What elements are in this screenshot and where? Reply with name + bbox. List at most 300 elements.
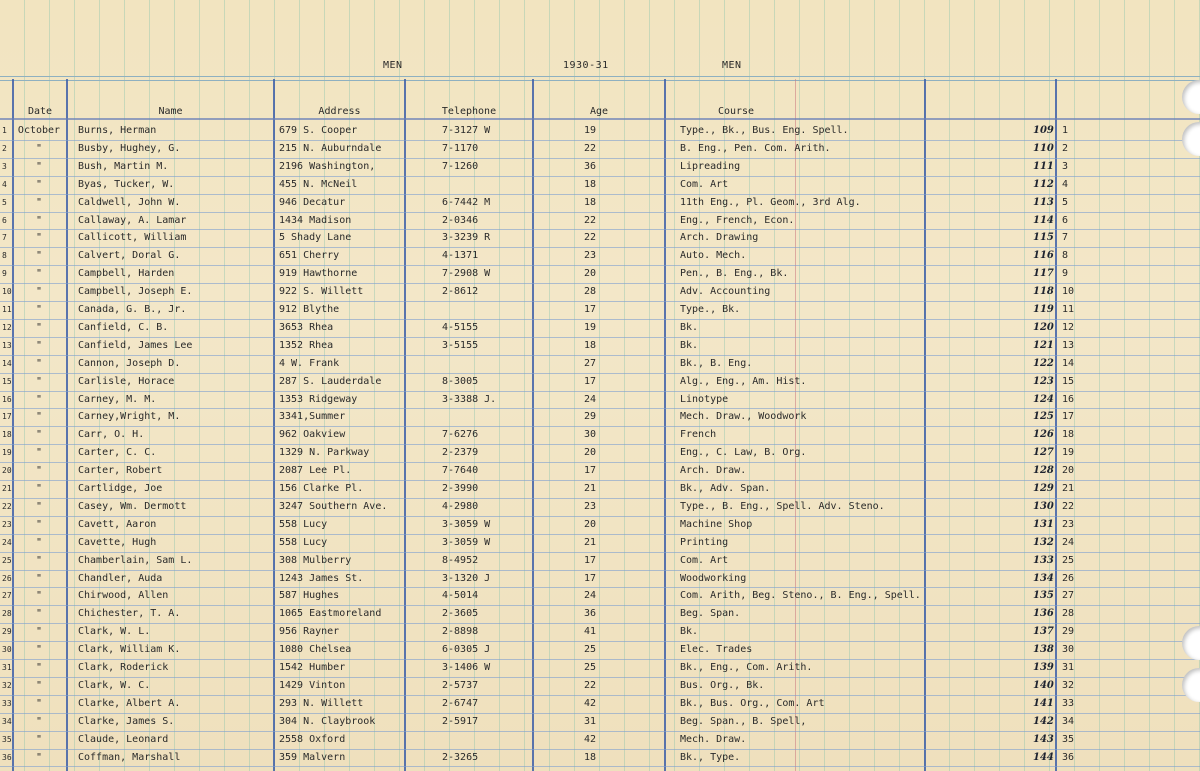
cell-row-number-right: 5 bbox=[1062, 196, 1069, 208]
cell-row-number: 33 bbox=[2, 698, 12, 708]
cell-row-number-right: 21 bbox=[1062, 483, 1075, 494]
cell-address: 1434 Madison bbox=[279, 214, 352, 226]
cell-entry-number: 128 bbox=[1033, 465, 1054, 477]
cell-row-number: 10 bbox=[2, 287, 12, 297]
col-divider bbox=[404, 79, 406, 771]
cell-entry-number: 116 bbox=[1033, 250, 1054, 262]
cell-row-number-right: 18 bbox=[1062, 429, 1075, 441]
cell-name: Chamberlain, Sam L. bbox=[78, 554, 193, 566]
row-rule bbox=[0, 229, 1200, 230]
cell-row-number: 18 bbox=[2, 430, 12, 440]
cell-address: 4 W. Frank bbox=[279, 357, 340, 369]
cell-course: Bk. bbox=[680, 339, 699, 351]
cell-date: " bbox=[35, 500, 43, 512]
cell-row-number-right: 11 bbox=[1062, 304, 1075, 315]
cell-row-number: 24 bbox=[2, 537, 12, 547]
cell-course: Alg., Eng., Am. Hist. bbox=[680, 375, 807, 387]
cell-course: Bus. Org., Bk. bbox=[680, 679, 765, 691]
cell-course: Eng., C. Law, B. Org. bbox=[680, 447, 807, 459]
cell-telephone: 6-0305 J bbox=[442, 644, 491, 656]
cell-date: " bbox=[35, 250, 43, 262]
cell-age: 17 bbox=[584, 375, 597, 387]
row-rule bbox=[0, 462, 1200, 463]
cell-address: 3247 Southern Ave. bbox=[279, 500, 388, 512]
cell-entry-number: 133 bbox=[1033, 554, 1054, 566]
cell-row-number: 15 bbox=[2, 376, 12, 386]
cell-date: " bbox=[35, 232, 43, 244]
binder-hole bbox=[1182, 668, 1200, 702]
cell-age: 17 bbox=[584, 572, 597, 584]
cell-name: Canfield, James Lee bbox=[78, 339, 193, 351]
binder-hole bbox=[1182, 80, 1200, 114]
cell-date: " bbox=[35, 286, 43, 298]
cell-age: 21 bbox=[584, 483, 597, 494]
cell-row-number: 23 bbox=[2, 519, 12, 529]
cell-name: Carr, O. H. bbox=[78, 429, 145, 441]
header-rule bbox=[0, 118, 1200, 120]
row-rule bbox=[0, 659, 1200, 660]
cell-telephone: 2-5737 bbox=[442, 679, 479, 691]
row-rule bbox=[0, 605, 1200, 606]
cell-row-number: 1 bbox=[2, 126, 7, 135]
cell-name: Callicott, William bbox=[78, 232, 187, 244]
row-rule bbox=[0, 498, 1200, 499]
cell-age: 25 bbox=[584, 662, 597, 673]
cell-row-number-right: 26 bbox=[1062, 572, 1075, 584]
cell-entry-number: 131 bbox=[1033, 518, 1054, 530]
col-divider bbox=[66, 79, 68, 771]
cell-course: Linotype bbox=[680, 393, 729, 405]
cell-row-number: 12 bbox=[2, 322, 12, 332]
header-right: MEN bbox=[722, 60, 742, 71]
row-rule bbox=[0, 337, 1200, 338]
cell-telephone: 2-3990 bbox=[442, 483, 479, 494]
cell-date: " bbox=[35, 178, 43, 190]
cell-entry-number: 122 bbox=[1033, 357, 1054, 369]
cell-name: Carlisle, Horace bbox=[78, 375, 175, 387]
cell-date: " bbox=[35, 715, 43, 727]
cell-course: Type., Bk., Bus. Eng. Spell. bbox=[680, 125, 849, 136]
row-rule bbox=[0, 444, 1200, 445]
cell-address: 3653 Rhea bbox=[279, 321, 334, 333]
cell-entry-number: 112 bbox=[1033, 178, 1054, 190]
cell-age: 19 bbox=[584, 125, 597, 136]
cell-date: " bbox=[35, 697, 43, 709]
cell-course: Adv. Accounting bbox=[680, 286, 771, 298]
cell-name: Clarke, Albert A. bbox=[78, 697, 181, 709]
cell-name: Calvert, Doral G. bbox=[78, 250, 181, 262]
cell-address: 1243 James St. bbox=[279, 572, 364, 584]
row-rule bbox=[0, 587, 1200, 588]
cell-course: B. Eng., Pen. Com. Arith. bbox=[680, 142, 831, 154]
cell-age: 18 bbox=[584, 178, 597, 190]
row-rule bbox=[0, 391, 1200, 392]
cell-row-number-right: 30 bbox=[1062, 644, 1075, 656]
cell-address: 587 Hughes bbox=[279, 590, 340, 602]
cell-address: 1080 Chelsea bbox=[279, 644, 352, 656]
cell-row-number: 32 bbox=[2, 680, 12, 690]
cell-course: Printing bbox=[680, 536, 729, 548]
cell-name: Carter, C. C. bbox=[78, 447, 157, 459]
cell-entry-number: 124 bbox=[1033, 393, 1054, 405]
cell-entry-number: 109 bbox=[1033, 125, 1054, 136]
cell-address: 455 N. McNeil bbox=[279, 178, 358, 190]
cell-telephone: 3-1320 J bbox=[442, 572, 491, 584]
cell-age: 23 bbox=[584, 250, 597, 262]
cell-address: 1065 Eastmoreland bbox=[279, 608, 382, 620]
cell-row-number-right: 15 bbox=[1062, 375, 1075, 387]
cell-row-number: 34 bbox=[2, 716, 12, 726]
cell-entry-number: 144 bbox=[1033, 751, 1054, 763]
cell-entry-number: 143 bbox=[1033, 733, 1054, 745]
cell-course: Bk., Bus. Org., Com. Art bbox=[680, 697, 825, 709]
cell-row-number-right: 14 bbox=[1062, 357, 1075, 369]
cell-name: Chichester, T. A. bbox=[78, 608, 181, 620]
cell-course: Bk. bbox=[680, 626, 699, 638]
cell-age: 20 bbox=[584, 447, 597, 459]
cell-entry-number: 127 bbox=[1033, 447, 1054, 459]
cell-telephone: 3-5155 bbox=[442, 339, 479, 351]
cell-course: Mech. Draw. bbox=[680, 733, 747, 745]
cell-row-number-right: 12 bbox=[1062, 321, 1075, 333]
cell-date: " bbox=[35, 321, 43, 333]
cell-telephone: 7-3127 W bbox=[442, 125, 491, 136]
cell-address: 287 S. Lauderdale bbox=[279, 375, 382, 387]
cell-course: Auto. Mech. bbox=[680, 250, 747, 262]
col-divider bbox=[532, 79, 534, 771]
cell-age: 17 bbox=[584, 554, 597, 566]
cell-row-number: 5 bbox=[2, 197, 7, 207]
cell-address: 651 Cherry bbox=[279, 250, 340, 262]
cell-entry-number: 121 bbox=[1033, 339, 1054, 351]
cell-entry-number: 139 bbox=[1033, 662, 1054, 673]
cell-entry-number: 135 bbox=[1033, 590, 1054, 602]
cell-address: 558 Lucy bbox=[279, 536, 328, 548]
cell-entry-number: 118 bbox=[1033, 286, 1054, 298]
cell-address: 156 Clarke Pl. bbox=[279, 483, 364, 494]
cell-course: Woodworking bbox=[680, 572, 747, 584]
cell-date: " bbox=[35, 465, 43, 477]
row-rule bbox=[0, 176, 1200, 177]
cell-date: " bbox=[35, 554, 43, 566]
cell-row-number-right: 19 bbox=[1062, 447, 1075, 459]
row-rule bbox=[0, 426, 1200, 427]
cell-age: 22 bbox=[584, 679, 597, 691]
row-rule bbox=[0, 713, 1200, 714]
cell-row-number-right: 25 bbox=[1062, 554, 1075, 566]
row-rule bbox=[0, 516, 1200, 517]
cell-row-number-right: 29 bbox=[1062, 626, 1075, 638]
cell-age: 18 bbox=[584, 196, 597, 208]
cell-name: Cavette, Hugh bbox=[78, 536, 157, 548]
cell-name: Clark, Roderick bbox=[78, 662, 169, 673]
cell-course: Bk. bbox=[680, 321, 699, 333]
cell-row-number: 22 bbox=[2, 501, 12, 511]
col-header-date: Date bbox=[27, 106, 53, 117]
cell-name: Chandler, Auda bbox=[78, 572, 163, 584]
cell-course: Bk., Eng., Com. Arith. bbox=[680, 662, 813, 673]
cell-name: Carney,Wright, M. bbox=[78, 411, 181, 423]
cell-name: Bush, Martin M. bbox=[78, 160, 169, 172]
cell-course: Bk., B. Eng. bbox=[680, 357, 753, 369]
cell-date: " bbox=[35, 536, 43, 548]
cell-entry-number: 125 bbox=[1033, 411, 1054, 423]
cell-row-number: 36 bbox=[2, 752, 12, 762]
cell-course: Bk., Adv. Span. bbox=[680, 483, 771, 494]
header-left: MEN bbox=[383, 60, 403, 71]
cell-name: Clark, William K. bbox=[78, 644, 181, 656]
header-year: 1930-31 bbox=[563, 60, 609, 71]
cell-age: 19 bbox=[584, 321, 597, 333]
row-rule bbox=[0, 408, 1200, 409]
cell-row-number-right: 27 bbox=[1062, 590, 1075, 602]
cell-row-number: 14 bbox=[2, 358, 12, 368]
cell-entry-number: 140 bbox=[1033, 679, 1054, 691]
cell-row-number-right: 24 bbox=[1062, 536, 1075, 548]
cell-entry-number: 134 bbox=[1033, 572, 1054, 584]
cell-date: " bbox=[35, 590, 43, 602]
col-header-telephone: Telephone bbox=[441, 106, 497, 117]
cell-age: 21 bbox=[584, 536, 597, 548]
cell-telephone: 7-2908 W bbox=[442, 268, 491, 280]
cell-entry-number: 126 bbox=[1033, 429, 1054, 441]
cell-name: Campbell, Joseph E. bbox=[78, 286, 193, 298]
cell-name: Canada, G. B., Jr. bbox=[78, 304, 187, 315]
cell-address: 359 Malvern bbox=[279, 751, 346, 763]
cell-address: 308 Mulberry bbox=[279, 554, 352, 566]
cell-date: " bbox=[35, 375, 43, 387]
cell-row-number-right: 16 bbox=[1062, 393, 1075, 405]
cell-row-number-right: 9 bbox=[1062, 268, 1069, 280]
row-rule bbox=[0, 283, 1200, 284]
row-rule bbox=[0, 212, 1200, 213]
cell-entry-number: 129 bbox=[1033, 483, 1054, 494]
cell-row-number-right: 1 bbox=[1062, 125, 1069, 136]
cell-entry-number: 123 bbox=[1033, 375, 1054, 387]
cell-name: Canfield, C. B. bbox=[78, 321, 169, 333]
cell-course: Com. Art bbox=[680, 178, 729, 190]
row-rule bbox=[0, 641, 1200, 642]
cell-telephone: 4-5155 bbox=[442, 321, 479, 333]
cell-address: 293 N. Willett bbox=[279, 697, 364, 709]
row-rule bbox=[0, 677, 1200, 678]
row-rule bbox=[0, 373, 1200, 374]
cell-telephone: 3-1406 W bbox=[442, 662, 491, 673]
cell-address: 2087 Lee Pl. bbox=[279, 465, 352, 477]
cell-entry-number: 136 bbox=[1033, 608, 1054, 620]
cell-course: 11th Eng., Pl. Geom., 3rd Alg. bbox=[680, 196, 861, 208]
cell-row-number-right: 8 bbox=[1062, 250, 1069, 262]
cell-name: Cannon, Joseph D. bbox=[78, 357, 181, 369]
cell-telephone: 3-3388 J. bbox=[442, 393, 497, 405]
cell-row-number: 9 bbox=[2, 269, 7, 279]
cell-row-number-right: 28 bbox=[1062, 608, 1075, 620]
cell-age: 23 bbox=[584, 500, 597, 512]
cell-age: 42 bbox=[584, 697, 597, 709]
cell-address: 1329 N. Parkway bbox=[279, 447, 370, 459]
cell-age: 17 bbox=[584, 465, 597, 477]
cell-date: " bbox=[35, 644, 43, 656]
cell-address: 558 Lucy bbox=[279, 518, 328, 530]
cell-telephone: 7-7640 bbox=[442, 465, 479, 477]
cell-row-number-right: 7 bbox=[1062, 232, 1069, 244]
cell-telephone: 7-1260 bbox=[442, 160, 479, 172]
col-divider bbox=[273, 79, 275, 771]
cell-age: 28 bbox=[584, 286, 597, 298]
cell-age: 24 bbox=[584, 393, 597, 405]
cell-telephone: 2-0346 bbox=[442, 214, 479, 226]
cell-address: 919 Hawthorne bbox=[279, 268, 358, 280]
cell-telephone: 3-3059 W bbox=[442, 536, 491, 548]
row-rule bbox=[0, 570, 1200, 571]
cell-telephone: 7-1170 bbox=[442, 142, 479, 154]
cell-course: Lipreading bbox=[680, 160, 741, 172]
col-header-age: Age bbox=[589, 106, 609, 117]
cell-address: 679 S. Cooper bbox=[279, 125, 358, 136]
cell-name: Busby, Hughey, G. bbox=[78, 142, 181, 154]
cell-date: October bbox=[17, 125, 61, 136]
cell-row-number: 20 bbox=[2, 466, 12, 476]
cell-telephone: 4-2980 bbox=[442, 500, 479, 512]
cell-name: Clarke, James S. bbox=[78, 715, 175, 727]
cell-address: 304 N. Claybrook bbox=[279, 715, 376, 727]
cell-row-number-right: 6 bbox=[1062, 214, 1069, 226]
cell-row-number: 21 bbox=[2, 484, 12, 493]
row-rule bbox=[0, 623, 1200, 624]
cell-date: " bbox=[35, 357, 43, 369]
cell-row-number-right: 3 bbox=[1062, 160, 1069, 172]
cell-row-number-right: 23 bbox=[1062, 518, 1075, 530]
cell-address: 5 Shady Lane bbox=[279, 232, 352, 244]
cell-row-number: 27 bbox=[2, 591, 12, 601]
cell-entry-number: 142 bbox=[1033, 715, 1054, 727]
cell-course: French bbox=[680, 429, 717, 441]
cell-name: Claude, Leonard bbox=[78, 733, 169, 745]
cell-date: " bbox=[35, 679, 43, 691]
cell-age: 22 bbox=[584, 142, 597, 154]
cell-age: 22 bbox=[584, 214, 597, 226]
cell-age: 36 bbox=[584, 160, 597, 172]
cell-age: 20 bbox=[584, 518, 597, 530]
cell-row-number-right: 33 bbox=[1062, 697, 1075, 709]
cell-date: " bbox=[35, 733, 43, 745]
cell-course: Type., B. Eng., Spell. Adv. Steno. bbox=[680, 500, 885, 512]
row-rule bbox=[0, 319, 1200, 320]
cell-row-number-right: 2 bbox=[1062, 142, 1069, 154]
cell-address: 956 Rayner bbox=[279, 626, 340, 638]
cell-date: " bbox=[35, 339, 43, 351]
row-rule bbox=[0, 534, 1200, 535]
cell-telephone: 4-5014 bbox=[442, 590, 479, 602]
cell-course: Pen., B. Eng., Bk. bbox=[680, 268, 789, 280]
cell-name: Callaway, A. Lamar bbox=[78, 214, 187, 226]
cell-name: Clark, W. L. bbox=[78, 626, 151, 638]
cell-course: Elec. Trades bbox=[680, 644, 753, 656]
cell-name: Carney, M. M. bbox=[78, 393, 157, 405]
cell-address: 215 N. Auburndale bbox=[279, 142, 382, 154]
cell-entry-number: 114 bbox=[1033, 214, 1054, 226]
row-rule bbox=[0, 355, 1200, 356]
cell-entry-number: 138 bbox=[1033, 644, 1054, 656]
cell-date: " bbox=[35, 518, 43, 530]
cell-entry-number: 119 bbox=[1033, 304, 1054, 315]
cell-address: 962 Oakview bbox=[279, 429, 346, 441]
cell-date: " bbox=[35, 662, 43, 673]
cell-row-number-right: 13 bbox=[1062, 339, 1075, 351]
row-rule bbox=[0, 194, 1200, 195]
cell-row-number-right: 35 bbox=[1062, 733, 1075, 745]
col-divider bbox=[1055, 79, 1057, 771]
col-divider bbox=[664, 79, 666, 771]
cell-date: " bbox=[35, 214, 43, 226]
cell-row-number: 25 bbox=[2, 555, 12, 565]
cell-course: Type., Bk. bbox=[680, 304, 741, 315]
cell-row-number-right: 22 bbox=[1062, 500, 1075, 512]
cell-age: 31 bbox=[584, 715, 597, 727]
row-rule bbox=[0, 695, 1200, 696]
cell-address: 1352 Rhea bbox=[279, 339, 334, 351]
cell-entry-number: 132 bbox=[1033, 536, 1054, 548]
cell-name: Casey, Wm. Dermott bbox=[78, 500, 187, 512]
col-header-address: Address bbox=[318, 106, 361, 117]
cell-address: 922 S. Willett bbox=[279, 286, 364, 298]
cell-row-number-right: 32 bbox=[1062, 679, 1075, 691]
cell-telephone: 2-5917 bbox=[442, 715, 479, 727]
cell-date: " bbox=[35, 304, 43, 315]
cell-row-number: 6 bbox=[2, 215, 7, 225]
cell-course: Com. Art bbox=[680, 554, 729, 566]
cell-date: " bbox=[35, 483, 43, 494]
cell-course: Bk., Type. bbox=[680, 751, 741, 763]
cell-row-number: 7 bbox=[2, 233, 7, 243]
cell-telephone: 2-8898 bbox=[442, 626, 479, 638]
row-rule bbox=[0, 749, 1200, 750]
cell-telephone: 4-1371 bbox=[442, 250, 479, 262]
cell-age: 25 bbox=[584, 644, 597, 656]
cell-date: " bbox=[35, 447, 43, 459]
cell-age: 20 bbox=[584, 268, 597, 280]
cell-entry-number: 141 bbox=[1033, 697, 1054, 709]
cell-name: Burns, Herman bbox=[78, 125, 157, 136]
cell-row-number: 4 bbox=[2, 179, 7, 189]
cell-age: 29 bbox=[584, 411, 597, 423]
cell-row-number: 8 bbox=[2, 251, 7, 261]
cell-row-number: 31 bbox=[2, 663, 12, 672]
cell-row-number: 13 bbox=[2, 340, 12, 350]
cell-row-number: 3 bbox=[2, 161, 7, 171]
cell-name: Caldwell, John W. bbox=[78, 196, 181, 208]
cell-row-number: 28 bbox=[2, 609, 12, 619]
cell-name: Carter, Robert bbox=[78, 465, 163, 477]
cell-age: 18 bbox=[584, 751, 597, 763]
cell-course: Mech. Draw., Woodwork bbox=[680, 411, 807, 423]
cell-address: 1542 Humber bbox=[279, 662, 346, 673]
binder-hole bbox=[1182, 122, 1200, 156]
cell-age: 41 bbox=[584, 626, 597, 638]
col-header-name: Name bbox=[158, 106, 183, 117]
cell-row-number: 30 bbox=[2, 645, 12, 655]
cell-course: Eng., French, Econ. bbox=[680, 214, 795, 226]
cell-telephone: 2-2379 bbox=[442, 447, 479, 459]
cell-age: 30 bbox=[584, 429, 597, 441]
cell-telephone: 7-6276 bbox=[442, 429, 479, 441]
cell-address: 2558 Oxford bbox=[279, 733, 346, 745]
cell-entry-number: 111 bbox=[1033, 160, 1054, 172]
cell-row-number-right: 36 bbox=[1062, 751, 1075, 763]
cell-telephone: 2-3605 bbox=[442, 608, 479, 620]
col-divider bbox=[924, 79, 926, 771]
cell-row-number: 11 bbox=[2, 305, 12, 314]
